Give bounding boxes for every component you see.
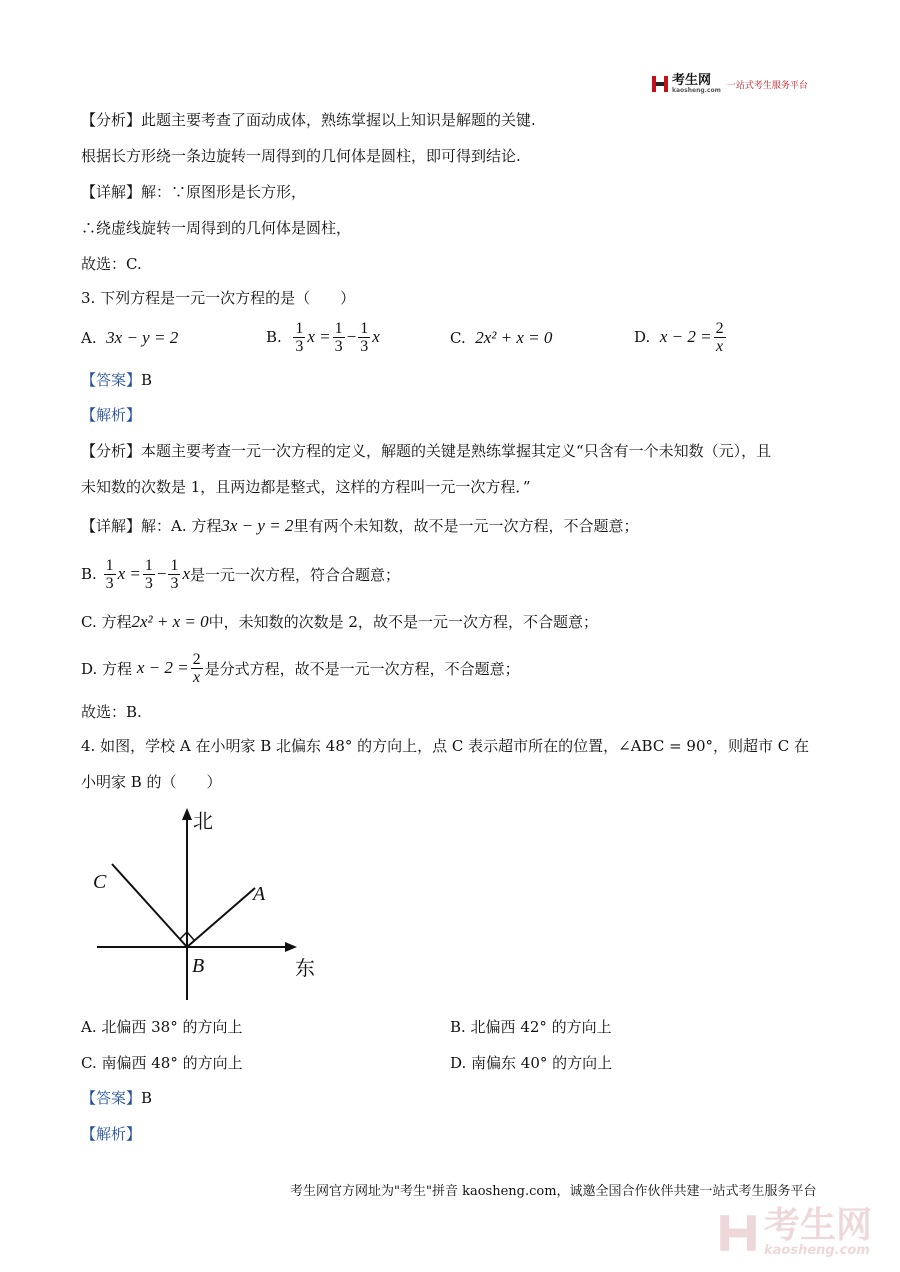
q4-option-b: B. 北偏西 42° 的方向上: [450, 1018, 612, 1036]
ray-ba: [187, 888, 255, 947]
point-c-label: C: [93, 871, 107, 893]
fraction-two-over-x: $\frac{2}{x}$: [192, 650, 201, 686]
east-arrowhead: [285, 942, 297, 952]
q3-detail-d: D. 方程 x − 2 = $\frac{2}{x}$ 是分式方程，故不是一元一次方程，不合题意；: [81, 650, 520, 686]
north-label: 北: [193, 809, 213, 833]
kaosheng-logo-icon: [651, 75, 669, 93]
q3-analysis-line2: 未知数的次数是 1，且两边都是整式，这样的方程叫一元一次方程．”: [81, 478, 531, 496]
q3-detail-a: 【详解】解：A. 方程3x − y = 2里有两个未知数，故不是一元一次方程，不合题意；: [81, 516, 639, 535]
fraction-one-third: $\frac{1}{3}$: [360, 319, 369, 355]
q4-direction-figure: [80, 800, 340, 1005]
ray-bc: [112, 864, 187, 947]
north-arrowhead: [182, 808, 192, 820]
fraction-one-third: $\frac{1}{3}$: [334, 319, 343, 355]
q4-answer: 【答案】B: [81, 1089, 153, 1107]
watermark-logo-icon: [718, 1213, 758, 1253]
q3-detail-b: B. $\frac{1}{3}$ x = $\frac{1}{3}$ − $\frac{1}{3}$ x 是一元一次方程，符合合题意；: [81, 556, 401, 592]
q3-option-a: A. 3x − y = 2: [81, 328, 179, 347]
q4-stem-line1: 4. 如图，学校 A 在小明家 B 北偏东 48° 的方向上，点 C 表示超市所在的位置，∠ABC = 90°，则超市 C 在: [81, 737, 810, 755]
q3-option-b: B. $\frac{1}{3}$ x = $\frac{1}{3}$ − $\frac{1}{3}$ x: [266, 319, 380, 355]
point-a-label: A: [253, 883, 266, 905]
q4-option-a: A. 北偏西 38° 的方向上: [81, 1018, 243, 1036]
fraction-one-third: $\frac{1}{3}$: [170, 556, 179, 592]
q3-option-d: D. x − 2 = $\frac{2}{x}$: [634, 319, 724, 355]
q3-detail-c: C. 方程2x² + x = 0中，未知数的次数是 2，故不是一元一次方程，不合题意；: [81, 612, 598, 631]
point-b-label: B: [192, 955, 205, 977]
page-footer: 考生网官方网址为"考生"拼音 kaosheng.com，诚邀全国合作伙伴共建一站式考生服务平台: [290, 1184, 817, 1199]
fraction-one-third: $\frac{1}{3}$: [105, 556, 114, 592]
fraction-one-third: $\frac{1}{3}$: [144, 556, 153, 592]
prev-reason: 根据长方形绕一条边旋转一周得到的几何体是圆柱，即可得到结论.: [81, 147, 521, 165]
q3-analysis-tag: 【解析】: [81, 406, 142, 424]
fraction-two-over-x: $\frac{2}{x}$: [715, 319, 724, 355]
q4-stem-line2: 小明家 B 的（ ）: [81, 773, 222, 791]
header-slogan: 一站式考生服务平台: [726, 80, 808, 91]
prev-choose: 故选：C.: [81, 255, 142, 273]
prev-therefore: ∴绕虚线旋转一周得到的几何体是圆柱，: [81, 219, 352, 237]
fraction-one-third: $\frac{1}{3}$: [295, 319, 304, 355]
q4-analysis-tag: 【解析】: [81, 1125, 142, 1143]
header-logo[interactable]: [651, 73, 808, 95]
q3-choose: 故选：B.: [81, 703, 142, 721]
prev-detail: 【详解】解：∵原图形是长方形，: [81, 183, 307, 201]
q3-option-c: C. 2x² + x = 0: [450, 328, 553, 347]
logo-wordmark: 考生网 kaosheng.com: [672, 72, 721, 94]
prev-analysis: 【分析】此题主要考查了面动成体，熟练掌握以上知识是解题的关键.: [81, 111, 536, 129]
watermark: 考生网 kaosheng.com: [718, 1208, 872, 1258]
q3-analysis-line1: 【分析】本题主要考查一元一次方程的定义，解题的关键是熟练掌握其定义“只含有一个未知数（元），且: [81, 442, 772, 460]
q4-option-c: C. 南偏西 48° 的方向上: [81, 1054, 243, 1072]
q3-answer: 【答案】B: [81, 371, 153, 389]
east-label: 东: [295, 956, 315, 980]
q4-option-d: D. 南偏东 40° 的方向上: [450, 1054, 613, 1072]
q3-stem: 3. 下列方程是一元一次方程的是（ ）: [81, 289, 356, 307]
